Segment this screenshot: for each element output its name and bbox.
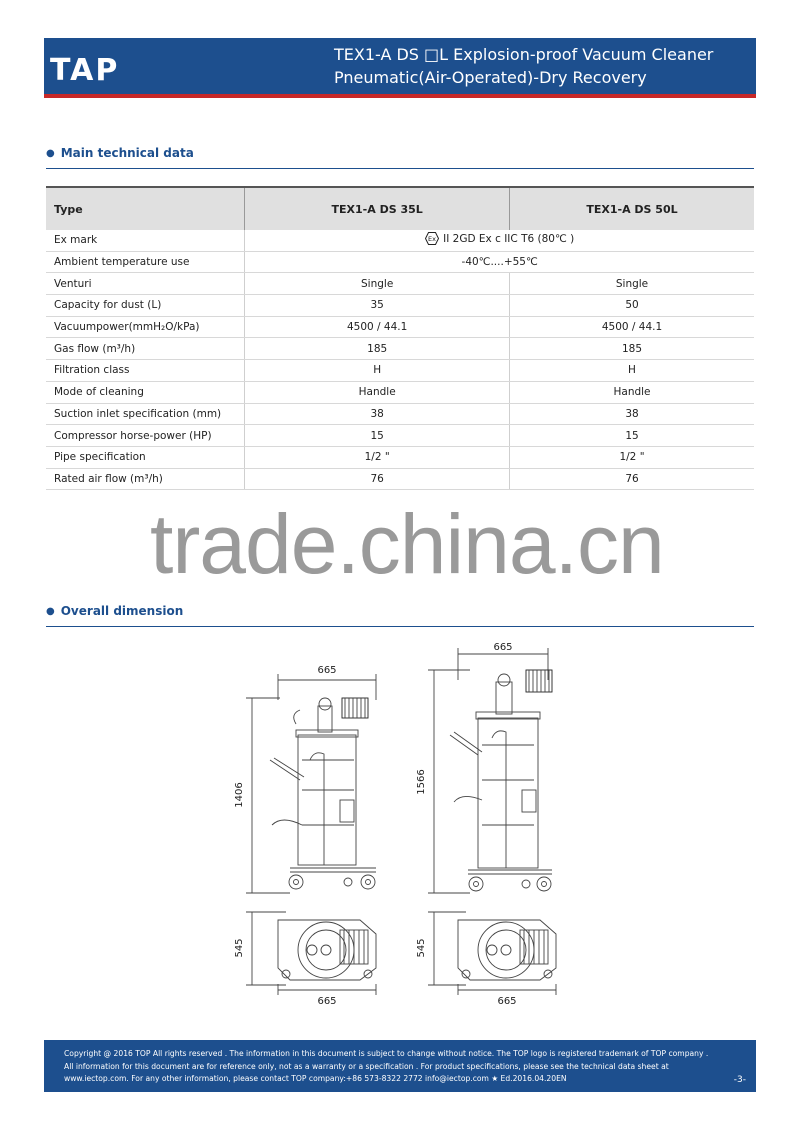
cell-50l: 4500 / 44.1	[510, 316, 755, 338]
title-line-1: TEX1-A DS □L Explosion-proof Vacuum Cleaner	[334, 45, 714, 64]
header-model-50l: TEX1-A DS 50L	[510, 187, 755, 230]
footer-bar	[44, 1040, 756, 1092]
table-row	[46, 273, 754, 295]
footer-line-1: Copyright @ 2016 TOP All rights reserved . The information in this document is subject to change without notice. The TOP logo is registered trademark of TOP company .	[64, 1049, 709, 1058]
row-label: Suction inlet specification (mm)	[46, 403, 245, 425]
tap-logo	[44, 44, 142, 90]
row-label: Ambient temperature use	[46, 251, 245, 273]
cell-50l: H	[510, 360, 755, 382]
footer-line-3: www.iectop.com. For any other information, please contact TOP company:+86 573-8322 2772 info@iectop.com ★ Ed.2016.04.20EN	[64, 1074, 567, 1083]
cell-35l: Single	[245, 273, 510, 295]
dim-depth-50: 545	[416, 938, 427, 958]
logo-text: TAP	[50, 53, 120, 88]
table-row	[46, 403, 754, 425]
ex-mark-value: II 2GD Ex c IIC T6 (80℃ )	[443, 233, 575, 246]
cell-35l: 15	[245, 425, 510, 447]
footer-text	[64, 1048, 764, 1086]
dim-height-50: 1566	[416, 769, 427, 795]
table-row	[46, 316, 754, 338]
dim-bottom-width-50: 665	[497, 996, 517, 1007]
cell-50l: 1/2 "	[510, 446, 755, 468]
row-label: Vacuumpower(mmH₂O/kPa)	[46, 316, 245, 338]
table-row	[46, 360, 754, 382]
top-view-35l	[234, 912, 376, 1007]
title-line-2: Pneumatic(Air-Operated)-Dry Recovery	[334, 68, 647, 87]
cell-35l: 1/2 "	[245, 446, 510, 468]
dimension-drawings	[230, 640, 600, 1010]
section-dimension-title: Overall dimension	[60, 604, 184, 618]
row-label: Mode of cleaning	[46, 381, 245, 403]
row-label: Filtration class	[46, 360, 245, 382]
cell-50l: Single	[510, 273, 755, 295]
dim-height-35: 1406	[234, 782, 245, 808]
dim-bottom-width-35: 665	[317, 996, 337, 1007]
ex-hexagon-icon	[425, 232, 439, 248]
bullet-icon: ●	[46, 148, 55, 159]
section-overall-dimension	[46, 604, 754, 627]
dim-depth-35: 545	[234, 938, 245, 958]
row-label: Gas flow (m³/h)	[46, 338, 245, 360]
table-row	[46, 381, 754, 403]
cell-35l: 185	[245, 338, 510, 360]
header-bar	[44, 38, 756, 98]
dim-width-35: 665	[317, 665, 337, 676]
section-technical-data	[46, 146, 754, 169]
svg-text:Ex: Ex	[428, 235, 437, 244]
header-type: Type	[46, 187, 245, 230]
table-row	[46, 338, 754, 360]
cell-50l: Handle	[510, 381, 755, 403]
table-row	[46, 446, 754, 468]
section-technical-title: Main technical data	[60, 146, 194, 160]
top-view-50l	[416, 912, 556, 1007]
row-label: Compressor horse-power (HP)	[46, 425, 245, 447]
row-label: Ex mark	[46, 230, 245, 251]
ex-mark-cell	[245, 230, 754, 251]
row-label: Rated air flow (m³/h)	[46, 468, 245, 490]
table-row	[46, 230, 754, 251]
cell-50l: 185	[510, 338, 755, 360]
technical-data-table	[46, 186, 754, 490]
table-header-row	[46, 187, 754, 230]
row-label: Venturi	[46, 273, 245, 295]
cell-35l: 4500 / 44.1	[245, 316, 510, 338]
table-row	[46, 295, 754, 317]
table-row	[46, 425, 754, 447]
footer-line-2: All information for this document are for reference only, not as a warranty or a specification . For product specifications, please see the technical data sheet at	[64, 1061, 669, 1071]
front-view-50l	[416, 642, 552, 893]
ambient-value: -40℃....+55℃	[245, 251, 754, 273]
cell-35l: 38	[245, 403, 510, 425]
document-title	[334, 43, 744, 89]
cell-35l: 35	[245, 295, 510, 317]
cell-50l: 38	[510, 403, 755, 425]
front-view-35l	[234, 665, 376, 893]
cell-35l: 76	[245, 468, 510, 490]
row-label: Pipe specification	[46, 446, 245, 468]
cell-35l: H	[245, 360, 510, 382]
dim-width-50: 665	[493, 642, 513, 653]
table-row	[46, 468, 754, 490]
cell-35l: Handle	[245, 381, 510, 403]
header-model-35l: TEX1-A DS 35L	[245, 187, 510, 230]
page-number: -3-	[733, 1075, 746, 1085]
cell-50l: 50	[510, 295, 755, 317]
watermark-text: trade.china.cn	[150, 497, 664, 591]
cell-50l: 76	[510, 468, 755, 490]
bullet-icon: ●	[46, 606, 55, 617]
row-label: Capacity for dust (L)	[46, 295, 245, 317]
cell-50l: 15	[510, 425, 755, 447]
table-row	[46, 251, 754, 273]
